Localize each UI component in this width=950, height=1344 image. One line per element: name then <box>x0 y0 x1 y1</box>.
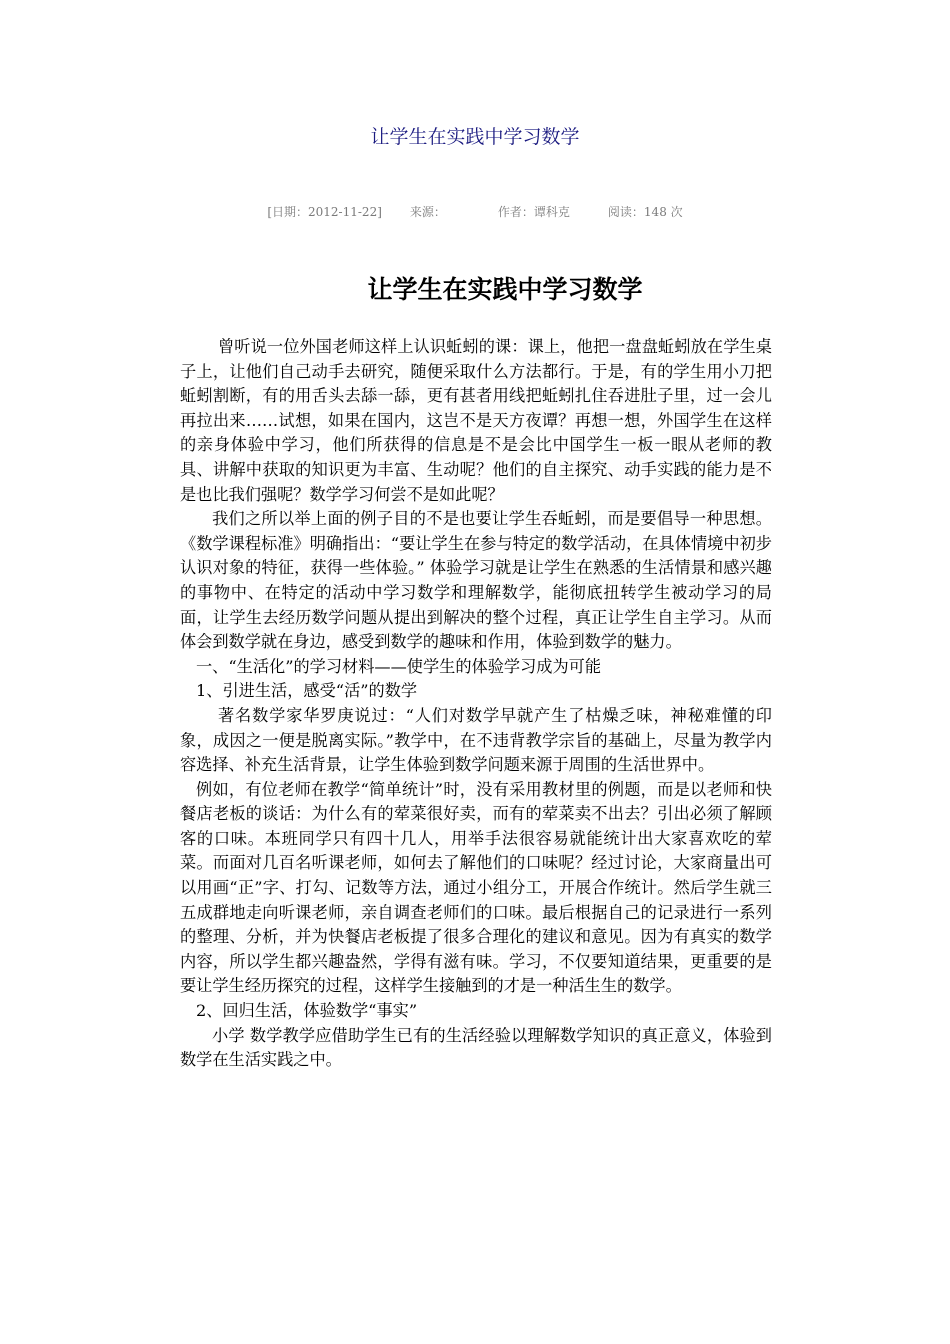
article-title: 让学生在实践中学习数学 <box>367 275 643 304</box>
section-heading: 一、“生活化”的学习材料——使学生的体验学习成为可能 <box>196 656 602 676</box>
page-title: 让学生在实践中学习数学 <box>370 126 580 148</box>
paragraph: 我们之所以举上面的例子目的不是也要让学生吞蚯蚓，而是要倡导一种思想。《数学课程标准》明确指出：“要让学生在参与特定的数学活动，在具体情境中初步认识对象的特征，获得一些体验。” 体验学习就是让学生在熟悉的生活情景和感兴趣的事物中、在特定的活动中学习数学和理解数学，能彻底扭转学生被动学习的局面，让学生去经历数学问题从提出到解决的整个过程，真正让学生自主学习。从而体会到数学就在身边，感受到数学的趣味和作用，体验到数学的魅力。 <box>180 509 772 652</box>
article-meta <box>0 203 950 220</box>
paragraph: 小学 数学教学应借助学生已有的生活经验以理解数学知识的真正意义，体验到数学在生活实践之中。 <box>180 1025 772 1070</box>
subsection-heading: 2、回归生活，体验数学“事实” <box>196 1001 418 1021</box>
paragraph: 例如，有位老师在教学“简单统计”时，没有采用教材里的例题，而是以老师和快餐店老板的谈话：为什么有的荤菜很好卖，而有的荤菜卖不出去？引出必须了解顾客的口味。本班同学只有四十几人，用举手法很容易就能统计出大家喜欢吃的荤菜。而面对几百名听课老师，如何去了解他们的口味呢？经过讨论，大家商量出可以用画“正”字、打勾、记数等方法，通过小组分工，开展合作统计。然后学生就三五成群地走向听课老师，亲自调查老师们的口味。最后根据自己的记录进行一系列的整理、分析，并为快餐店老板提了很多合理化的建议和意见。因为有真实的数学内容，所以学生都兴趣盎然，学得有滋有味。学习，不仅要知道结果，更重要的是要让学生经历探究的过程，这样学生接触到的才是一种活生生的数学。 <box>180 779 772 996</box>
paragraph: 著名数学家华罗庚说过：“人们对数学早就产生了枯燥乏味，神秘难懂的印象，成因之一便是脱离实际。”教学中，在不违背教学宗旨的基础上，尽量为教学内容选择、补充生活背景，让学生体验到数学问题来源于周围的生活世界中。 <box>180 705 772 775</box>
article-body <box>180 335 772 1073</box>
meta-source: 来源： <box>409 205 446 219</box>
meta-reads: 阅读：148 次 <box>607 205 683 219</box>
paragraph: 曾听说一位外国老师这样上认识蚯蚓的课：课上，他把一盘盘蚯蚓放在学生桌子上，让他们自己动手去研究，随便采取什么方法都行。于是，有的学生用小刀把蚯蚓割断，有的用舌头去舔一舔，更有甚者用线把蚯蚓扎住吞进肚子里，过一会儿再拉出来……试想，如果在国内，这岂不是天方夜谭？再想一想，外国学生在这样的亲身体验中学习，他们所获得的信息是不是会比中国学生一板一眼从老师的教具、讲解中获取的知识更为丰富、生动呢？他们的自主探究、动手实践的能力是不是也比我们强呢？数学学习何尝不是如此呢？ <box>180 337 772 504</box>
meta-author: 作者：谭科克 <box>497 205 570 219</box>
subsection-heading: 1、引进生活，感受“活”的数学 <box>196 681 418 701</box>
meta-date: [日期：2012-11-22] <box>267 205 382 219</box>
